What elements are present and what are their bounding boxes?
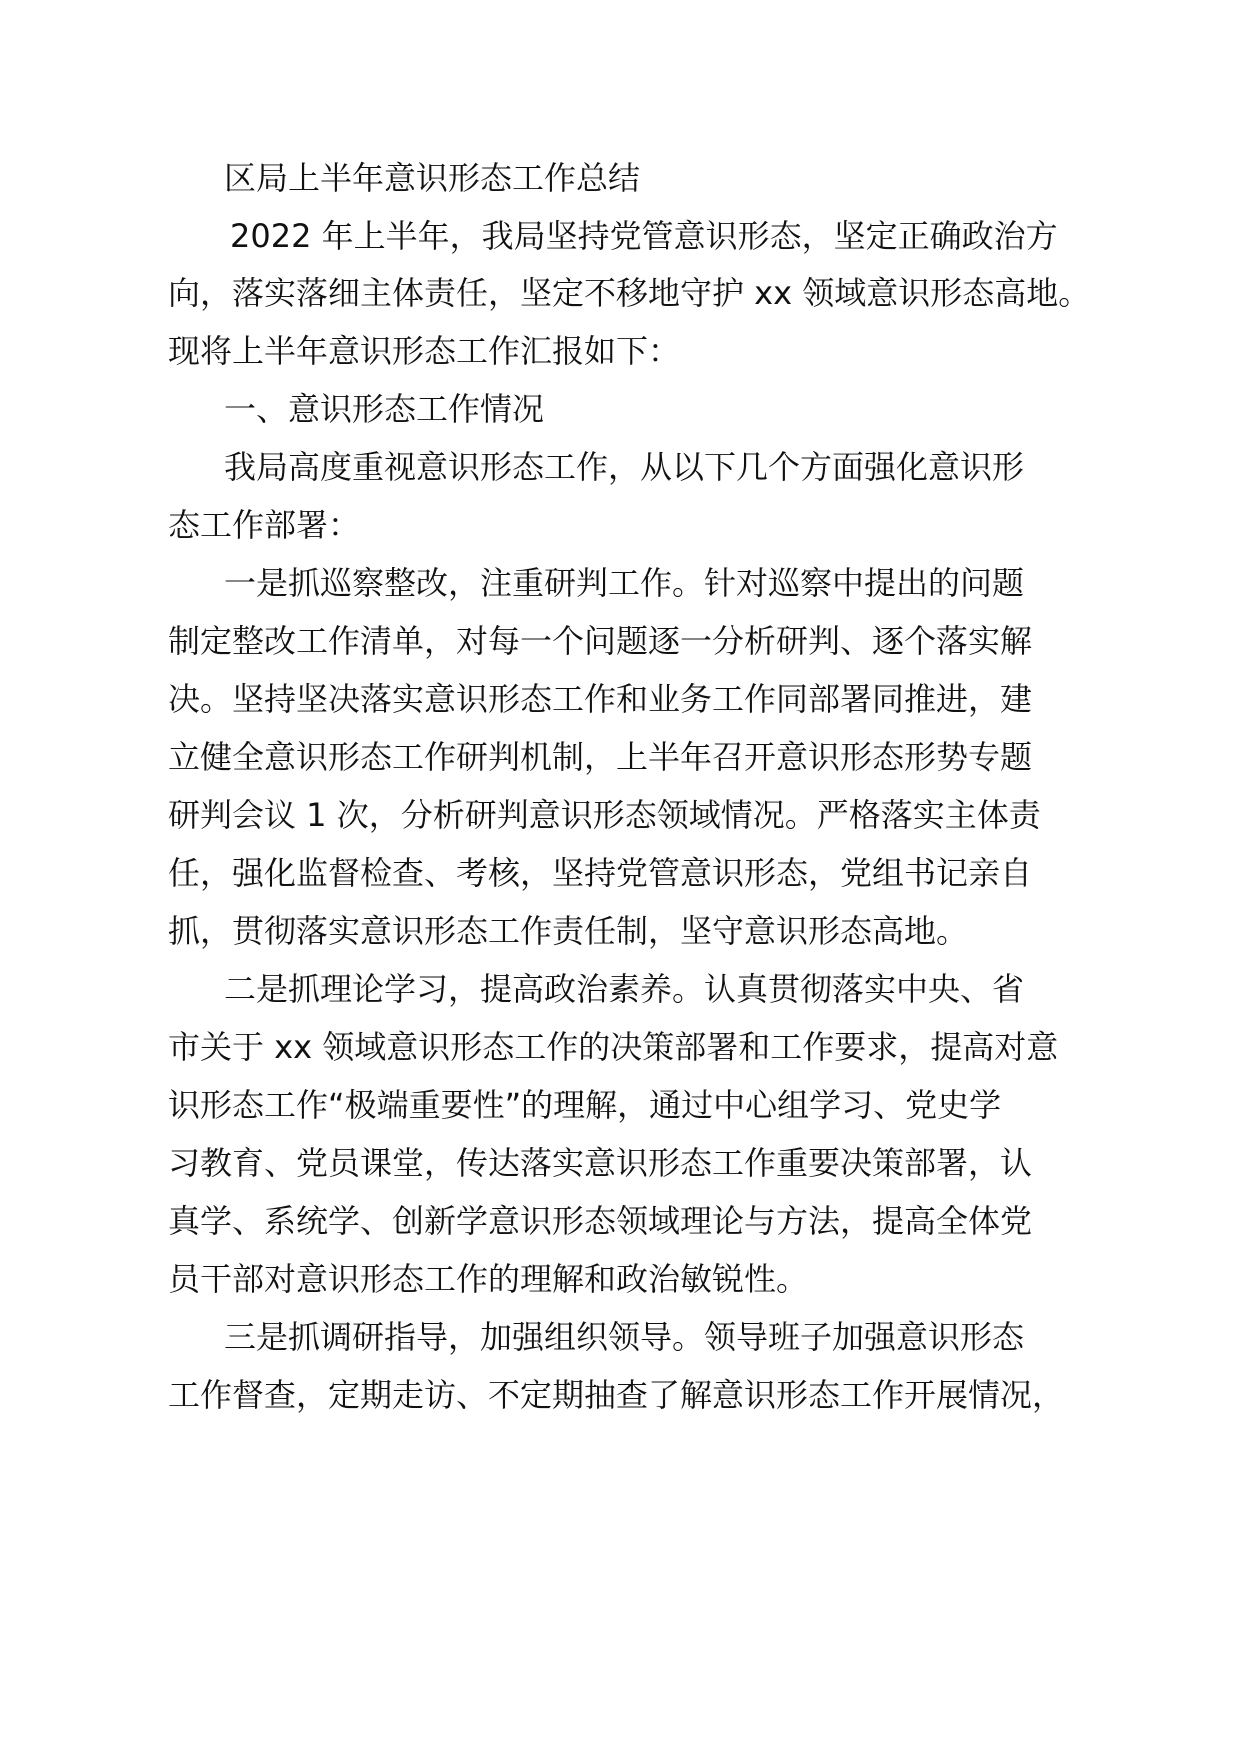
paragraph-line: 研判会议 1 次，分析研判意识形态领域情况。严格落实主体责 (168, 796, 1041, 834)
intro-line: 向，落实落细主体责任，坚定不移地守护 xx 领域意识形态高地。 (168, 274, 1091, 312)
paragraph-line: 习教育、党员课堂，传达落实意识形态工作重要决策部署，认 (168, 1144, 1033, 1182)
intro-line: 2022 年上半年，我局坚持党管意识形态，坚定正确政治方 (230, 217, 1058, 255)
paragraph-line: 市关于 xx 领域意识形态工作的决策部署和工作要求，提高对意 (168, 1028, 1059, 1066)
paragraph-line: 员干部对意识形态工作的理解和政治敏锐性。 (168, 1260, 809, 1298)
paragraph-line: 我局高度重视意识形态工作，从以下几个方面强化意识形 (224, 448, 1025, 486)
paragraph-line: 态工作部署： (168, 506, 361, 544)
paragraph-line: 制定整改工作清单，对每一个问题逐一分析研判、逐个落实解 (168, 622, 1033, 660)
paragraph-line: 立健全意识形态工作研判机制，上半年召开意识形态形势专题 (168, 738, 1033, 776)
paragraph-line: 识形态工作“极端重要性”的理解，通过中心组学习、党史学 (168, 1086, 1002, 1124)
paragraph-line: 任，强化监督检查、考核，坚持党管意识形态，党组书记亲自 (168, 854, 1033, 892)
paragraph-line: 抓，贯彻落实意识形态工作责任制，坚守意识形态高地。 (168, 912, 969, 950)
paragraph-line: 工作督查，定期走访、不定期抽查了解意识形态工作开展情况， (168, 1376, 1065, 1414)
intro-line: 现将上半年意识形态工作汇报如下： (168, 332, 681, 370)
paragraph-line: 决。坚持坚决落实意识形态工作和业务工作同部署同推进，建 (168, 680, 1033, 718)
section-heading: 一、意识形态工作情况 (224, 390, 545, 428)
paragraph-line: 二是抓理论学习，提高政治素养。认真贯彻落实中央、省 (224, 970, 1025, 1008)
paragraph-line: 三是抓调研指导，加强组织领导。领导班子加强意识形态 (224, 1318, 1025, 1356)
paragraph-line: 真学、系统学、创新学意识形态领域理论与方法，提高全体党 (168, 1202, 1033, 1240)
paragraph-line: 一是抓巡察整改，注重研判工作。针对巡察中提出的问题 (224, 564, 1025, 602)
document-title: 区局上半年意识形态工作总结 (224, 159, 641, 197)
